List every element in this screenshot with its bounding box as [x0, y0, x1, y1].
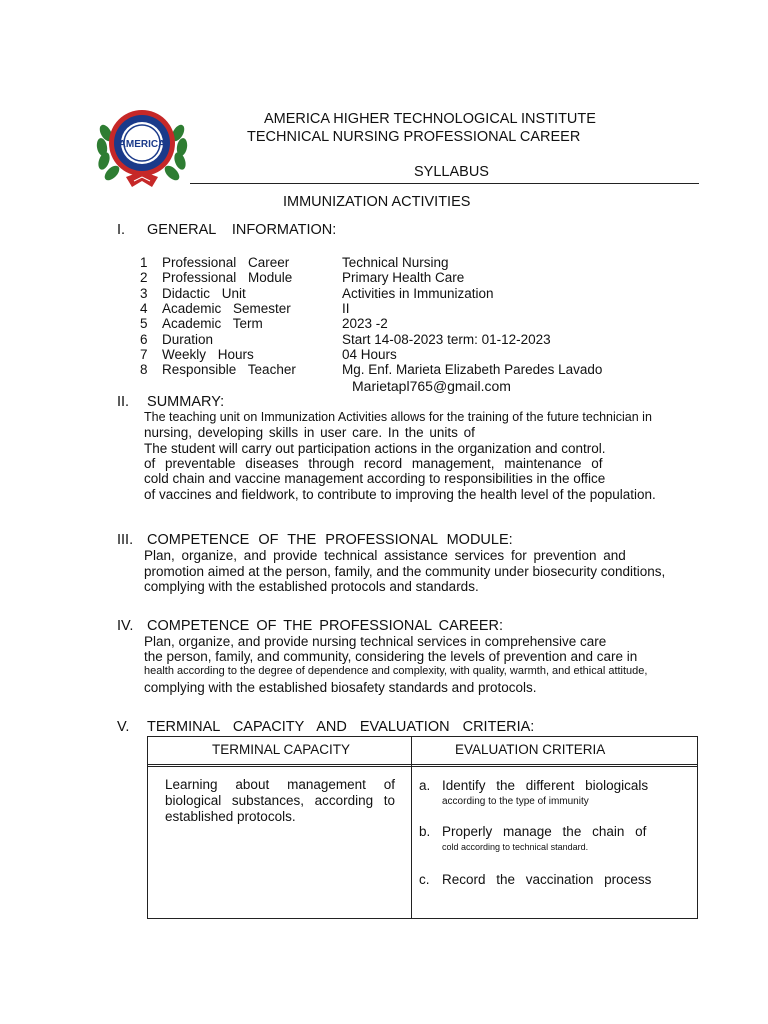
info-value: Activities in Immunization	[342, 286, 494, 301]
summary-line: nursing, developing skills in user care. In the units of	[144, 425, 475, 440]
document-type: SYLLABUS	[414, 164, 489, 180]
career-competence-line: Plan, organize, and provide nursing technical services in comprehensive care	[144, 634, 607, 649]
institute-logo	[96, 103, 188, 195]
criterion-letter: b.	[419, 824, 431, 839]
criterion-letter: c.	[419, 872, 430, 887]
section-heading: TERMINAL CAPACITY AND EVALUATION CRITERIA:	[147, 719, 535, 735]
summary-line: of preventable diseases through record management, maintenance of	[144, 456, 603, 471]
section-heading: COMPETENCE OF THE PROFESSIONAL MODULE:	[147, 532, 513, 548]
info-number: 2	[140, 270, 148, 285]
section-competence-career	[117, 618, 503, 634]
capacity-criteria-table	[147, 736, 698, 919]
info-label: Professional Career	[162, 255, 290, 270]
table-header-evaluation-criteria: EVALUATION CRITERIA	[455, 742, 606, 757]
criteria-cell	[411, 737, 697, 918]
terminal-capacity-text: Learning about management of biological substances, according to established protocols.	[165, 777, 395, 824]
section-summary	[117, 394, 224, 410]
section-terminal-capacity	[117, 719, 534, 735]
criterion-item	[419, 777, 694, 807]
info-number: 6	[140, 332, 148, 347]
criterion-subtext: cold according to technical standard.	[442, 842, 589, 852]
info-label: Weekly Hours	[162, 347, 254, 362]
criterion-item	[419, 871, 694, 889]
info-label: Academic Term	[162, 316, 263, 331]
header-divider	[190, 183, 699, 184]
info-value: Mg. Enf. Marieta Elizabeth Paredes Lavado	[342, 362, 603, 377]
info-value: II	[342, 301, 350, 316]
info-number: 3	[140, 286, 148, 301]
section-heading: COMPETENCE OF THE PROFESSIONAL CAREER:	[147, 618, 504, 634]
info-label: Academic Semester	[162, 301, 291, 316]
summary-line: The student will carry out participation actions in the organization and control.	[144, 441, 606, 456]
section-heading: GENERAL INFORMATION:	[147, 222, 337, 238]
info-label: Professional Module	[162, 270, 293, 285]
criterion-letter: a.	[419, 778, 431, 793]
info-value: Primary Health Care	[342, 270, 465, 285]
teacher-email: Marietapl765@gmail.com	[352, 378, 511, 394]
section-general-information	[117, 222, 336, 238]
section-number: II.	[117, 394, 130, 410]
career-title: TECHNICAL NURSING PROFESSIONAL CAREER	[247, 129, 581, 145]
summary-line: cold chain and vaccine management according to responsibilities in the office	[144, 471, 606, 486]
section-number: III.	[117, 532, 134, 548]
info-value: 04 Hours	[342, 347, 397, 362]
table-header-terminal-capacity: TERMINAL CAPACITY	[212, 742, 351, 757]
module-competence-line: complying with the established protocols and standards.	[144, 579, 479, 594]
career-competence-line: complying with the established biosafety standards and protocols.	[144, 680, 537, 695]
module-competence-line: Plan, organize, and provide technical assistance services for prevention and	[144, 548, 626, 563]
section-competence-module	[117, 532, 513, 548]
module-competence-line: promotion aimed at the person, family, and the community under biosecurity conditions,	[144, 564, 666, 579]
criterion-text: Properly manage the chain of	[442, 824, 647, 839]
info-label: Didactic Unit	[162, 286, 246, 301]
institute-name: AMERICA HIGHER TECHNOLOGICAL INSTITUTE	[264, 111, 596, 127]
info-value: Technical Nursing	[342, 255, 449, 270]
info-number: 8	[140, 362, 148, 377]
criterion-text: Identify the different biologicals	[442, 778, 649, 793]
section-number: V.	[117, 719, 130, 735]
section-number: I.	[117, 222, 126, 238]
criterion-item	[419, 823, 694, 852]
info-number: 5	[140, 316, 148, 331]
info-number: 7	[140, 347, 148, 362]
unit-title: IMMUNIZATION ACTIVITIES	[283, 194, 471, 210]
criterion-subtext: according to the type of immunity	[442, 796, 589, 807]
info-number: 4	[140, 301, 148, 316]
career-competence-line: the person, family, and community, considering the levels of prevention and care in	[144, 649, 638, 664]
career-competence-line: health according to the degree of dependence and complexity, with quality, warmth, and ethical attitude,	[144, 665, 648, 677]
info-label: Responsible Teacher	[162, 362, 296, 377]
svg-text:AMERICA: AMERICA	[118, 139, 166, 150]
summary-line: The teaching unit on Immunization Activities allows for the training of the future technician in	[144, 410, 652, 424]
info-value: Start 14-08-2023 term: 01-12-2023	[342, 332, 551, 347]
criterion-text: Record the vaccination process	[442, 872, 652, 887]
summary-line: of vaccines and fieldwork, to contribute to improving the health level of the population.	[144, 487, 656, 502]
info-label: Duration	[162, 332, 214, 347]
section-number: IV.	[117, 618, 134, 634]
info-value: 2023 -2	[342, 316, 388, 331]
info-number: 1	[140, 255, 148, 270]
section-heading: SUMMARY:	[147, 394, 225, 410]
